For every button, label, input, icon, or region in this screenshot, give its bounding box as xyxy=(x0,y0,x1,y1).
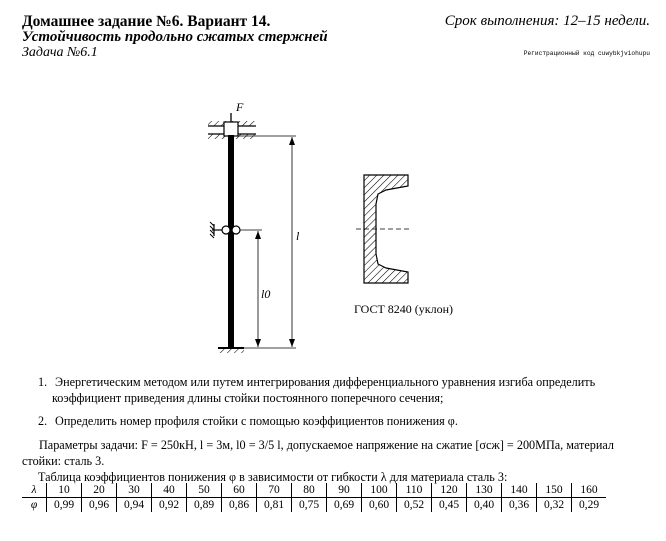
lambda-cell: 100 xyxy=(362,483,397,498)
bottom-support xyxy=(218,348,244,353)
task-parameters xyxy=(22,437,652,469)
assignment-title: Домашнее задание №6. Вариант 14. xyxy=(22,13,271,30)
phi-cell: 0,99 xyxy=(47,498,82,513)
lambda-cell: 60 xyxy=(222,483,257,498)
phi-row xyxy=(22,498,606,513)
lambda-cell: 130 xyxy=(467,483,502,498)
lambda-cell: 50 xyxy=(187,483,222,498)
lambda-cell: 150 xyxy=(537,483,572,498)
phi-cell: 0,45 xyxy=(432,498,467,513)
task-item-2 xyxy=(38,413,458,429)
table-caption: Таблица коэффициентов понижения φ в зависимости от гибкости λ для материала сталь 3: xyxy=(38,470,508,484)
parameters-line-2: стойки: сталь 3. xyxy=(22,454,105,468)
phi-cell: 0,75 xyxy=(292,498,327,513)
registration-code: Регистрационный код cuwybkjviohupu xyxy=(523,50,650,57)
dimension-l0 xyxy=(240,230,262,347)
lambda-cell: 30 xyxy=(117,483,152,498)
phi-cell: 0,86 xyxy=(222,498,257,513)
lambda-cell: 120 xyxy=(432,483,467,498)
task-item-text-cont: коэффициент приведения длины стойки постоянного поперечного сечения; xyxy=(52,391,444,405)
dimension-l xyxy=(238,136,296,348)
task-item-number: 1. xyxy=(38,375,48,389)
phi-cell: 0,32 xyxy=(537,498,572,513)
phi-cell: 0,96 xyxy=(82,498,117,513)
deadline-text: Срок выполнения: 12–15 недели. xyxy=(444,13,650,29)
phi-cell: 0,52 xyxy=(397,498,432,513)
phi-cell: 0,89 xyxy=(187,498,222,513)
length-label: l xyxy=(296,229,300,243)
task-item-text: Определить номер профиля стойки с помощью коэффициентов понижения φ. xyxy=(55,414,458,428)
lambda-header: λ xyxy=(22,483,47,498)
force-label: F xyxy=(236,100,244,114)
intermediate-support xyxy=(210,222,240,238)
lambda-cell: 110 xyxy=(397,483,432,498)
buckling-coefficients-table xyxy=(22,483,606,512)
lambda-row xyxy=(22,483,606,498)
lambda-cell: 80 xyxy=(292,483,327,498)
lambda-cell: 140 xyxy=(502,483,537,498)
phi-cell: 0,92 xyxy=(152,498,187,513)
lambda-cell: 40 xyxy=(152,483,187,498)
lambda-cell: 70 xyxy=(257,483,292,498)
lambda-cell: 90 xyxy=(327,483,362,498)
partial-length-label: l0 xyxy=(261,287,271,301)
task-item-1 xyxy=(38,374,595,406)
phi-cell: 0,60 xyxy=(362,498,397,513)
phi-cell: 0,29 xyxy=(578,499,600,511)
phi-cell: 0,40 xyxy=(467,498,502,513)
task-item-number: 2. xyxy=(38,414,48,428)
task-number: Задача №6.1 xyxy=(22,45,98,60)
phi-cell: 0,94 xyxy=(117,498,152,513)
assignment-subtitle: Устойчивость продольно сжатых стержней xyxy=(22,29,328,45)
column-bar xyxy=(228,135,234,347)
parameters-line-1: Параметры задачи: F = 250кН, l = 3м, l0 = 3/5 l, допускаемое напряжение на сжатие [σсж] = 200МПа, материал xyxy=(39,438,614,452)
lambda-cell: 10 xyxy=(47,483,82,498)
task-item-text: Энергетическим методом или путем интегрирования дифференциального уравнения изгиба определить xyxy=(55,375,596,389)
lambda-cell: 20 xyxy=(82,483,117,498)
phi-cell: 0,81 xyxy=(257,498,292,513)
lambda-cell: 160 xyxy=(572,483,607,498)
phi-cell: 0,69 xyxy=(327,498,362,513)
channel-profile xyxy=(356,175,412,283)
phi-cell: 0,36 xyxy=(502,498,537,513)
phi-header: φ xyxy=(22,498,47,513)
profile-caption: ГОСТ 8240 (уклон) xyxy=(354,302,454,316)
